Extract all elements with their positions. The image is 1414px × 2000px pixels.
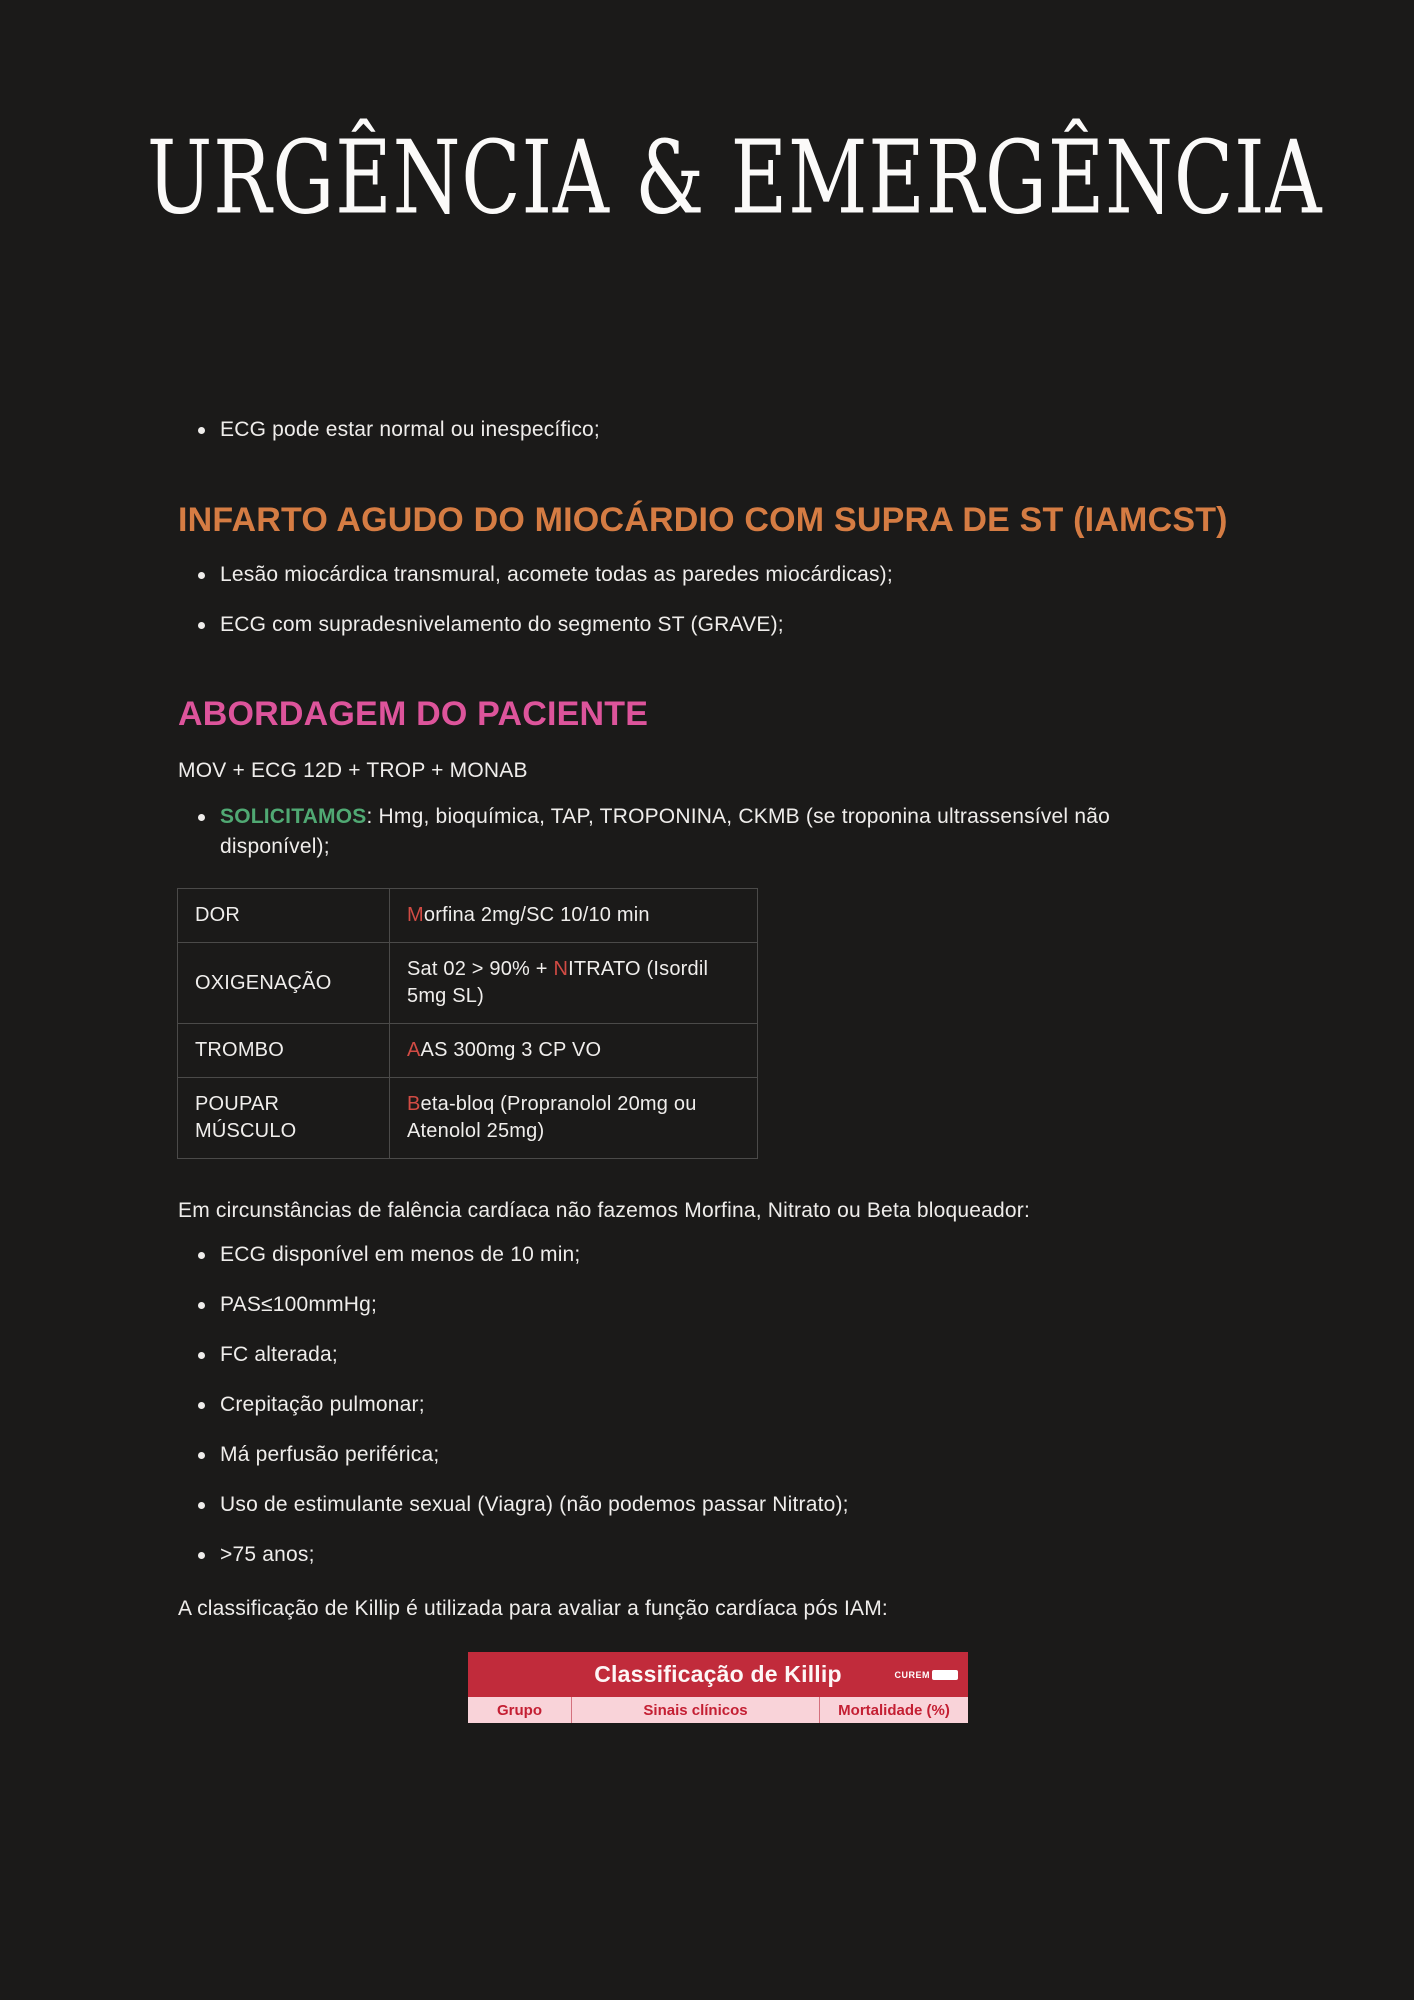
highlight-letter: N <box>553 958 569 980</box>
solicitamos-bullet-list <box>178 802 1200 882</box>
curem-logo-pill-icon <box>932 1670 958 1680</box>
list-item-text: FC alterada; <box>220 1343 338 1366</box>
list-item <box>178 1490 849 1520</box>
row-value <box>390 1024 758 1078</box>
monab-drug-table <box>177 888 758 1159</box>
value-text: ITRATO (Isordil 5mg SL) <box>407 958 709 1007</box>
iamcst-bullet-list <box>178 560 893 660</box>
bullet-icon <box>198 1452 205 1459</box>
killip-header-row <box>468 1697 968 1723</box>
curem-logo-text: CUREM <box>894 1669 930 1680</box>
row-value <box>390 943 758 1024</box>
bullet-icon <box>198 427 205 434</box>
list-item-text: >75 anos; <box>220 1543 315 1566</box>
highlight-letter: B <box>407 1093 421 1115</box>
list-item-text: ECG com supradesnivelamento do segmento ST (GRAVE); <box>220 613 784 636</box>
value-text: orfina 2mg/SC 10/10 min <box>423 904 650 926</box>
list-item <box>178 415 600 445</box>
row-label: POUPAR MÚSCULO <box>178 1078 390 1159</box>
list-item-text: PAS≤100mmHg; <box>220 1293 378 1316</box>
bullet-icon <box>198 1302 205 1309</box>
falencia-bullet-list <box>178 1240 849 1590</box>
solicitamos-rest: : Hmg, bioquímica, TAP, TROPONINA, CKMB (se troponina ultrassensível não disponível); <box>220 805 1110 858</box>
list-item <box>178 1540 849 1570</box>
bullet-icon <box>198 1252 205 1259</box>
curem-logo <box>895 1670 959 1680</box>
bullet-icon <box>198 1502 205 1509</box>
list-item <box>178 1240 849 1270</box>
list-item-text: ECG pode estar normal ou inespecífico; <box>220 418 600 441</box>
table-row <box>178 1078 758 1159</box>
list-item-text: Uso de estimulante sexual (Viagra) (não podemos passar Nitrato); <box>220 1493 849 1516</box>
heading-iamcst: INFARTO AGUDO DO MIOCÁRDIO COM SUPRA DE ST (IAMCST) <box>178 501 1228 539</box>
value-text: eta-bloq (Propranolol 20mg ou Atenolol 25mg) <box>407 1093 697 1142</box>
killip-banner <box>468 1652 968 1697</box>
falencia-intro: Em circunstâncias de falência cardíaca não fazemos Morfina, Nitrato ou Beta bloqueador: <box>178 1199 1031 1222</box>
column-header: Sinais clínicos <box>572 1697 820 1723</box>
bullet-icon <box>198 814 205 821</box>
highlight-letter: A <box>407 1039 421 1061</box>
bullet-icon <box>198 1552 205 1559</box>
list-item <box>178 610 893 640</box>
value-text: Sat 02 > 90% + <box>407 958 554 980</box>
table-row <box>178 889 758 943</box>
highlight-letter: M <box>407 904 424 926</box>
list-item-text: Má perfusão periférica; <box>220 1443 440 1466</box>
list-item <box>178 560 893 590</box>
bullet-icon <box>198 622 205 629</box>
page-title-wrap <box>0 118 1414 237</box>
bullet-icon <box>198 1402 205 1409</box>
row-label: TROMBO <box>178 1024 390 1078</box>
list-item <box>178 1340 849 1370</box>
list-item <box>178 802 1200 862</box>
killip-title: Classificação de Killip <box>594 1661 842 1687</box>
intro-bullet-list <box>178 415 600 465</box>
row-value <box>390 1078 758 1159</box>
bullet-icon <box>198 572 205 579</box>
table-row <box>178 943 758 1024</box>
page-title: URGÊNCIA & EMERGÊNCIA <box>146 118 1323 237</box>
killip-table-image <box>468 1652 968 1723</box>
heading-abordagem: ABORDAGEM DO PACIENTE <box>178 695 649 733</box>
row-value <box>390 889 758 943</box>
protocol-line: MOV + ECG 12D + TROP + MONAB <box>178 759 528 782</box>
list-item <box>178 1440 849 1470</box>
list-item <box>178 1390 849 1420</box>
list-item <box>178 1290 849 1320</box>
list-item-text: Crepitação pulmonar; <box>220 1393 425 1416</box>
column-header: Mortalidade (%) <box>838 1701 950 1719</box>
row-label: DOR <box>178 889 390 943</box>
list-item-text: Lesão miocárdica transmural, acomete todas as paredes miocárdicas); <box>220 563 893 586</box>
list-item-text <box>220 802 1200 862</box>
table-row <box>178 1024 758 1078</box>
row-label: OXIGENAÇÃO <box>178 943 390 1024</box>
column-header: Grupo <box>468 1697 572 1723</box>
killip-lead: A classificação de Killip é utilizada para avaliar a função cardíaca pós IAM: <box>178 1597 888 1620</box>
list-item-text: ECG disponível em menos de 10 min; <box>220 1243 581 1266</box>
value-text: AS 300mg 3 CP VO <box>420 1039 602 1061</box>
solicitamos-label: SOLICITAMOS <box>220 805 367 828</box>
bullet-icon <box>198 1352 205 1359</box>
